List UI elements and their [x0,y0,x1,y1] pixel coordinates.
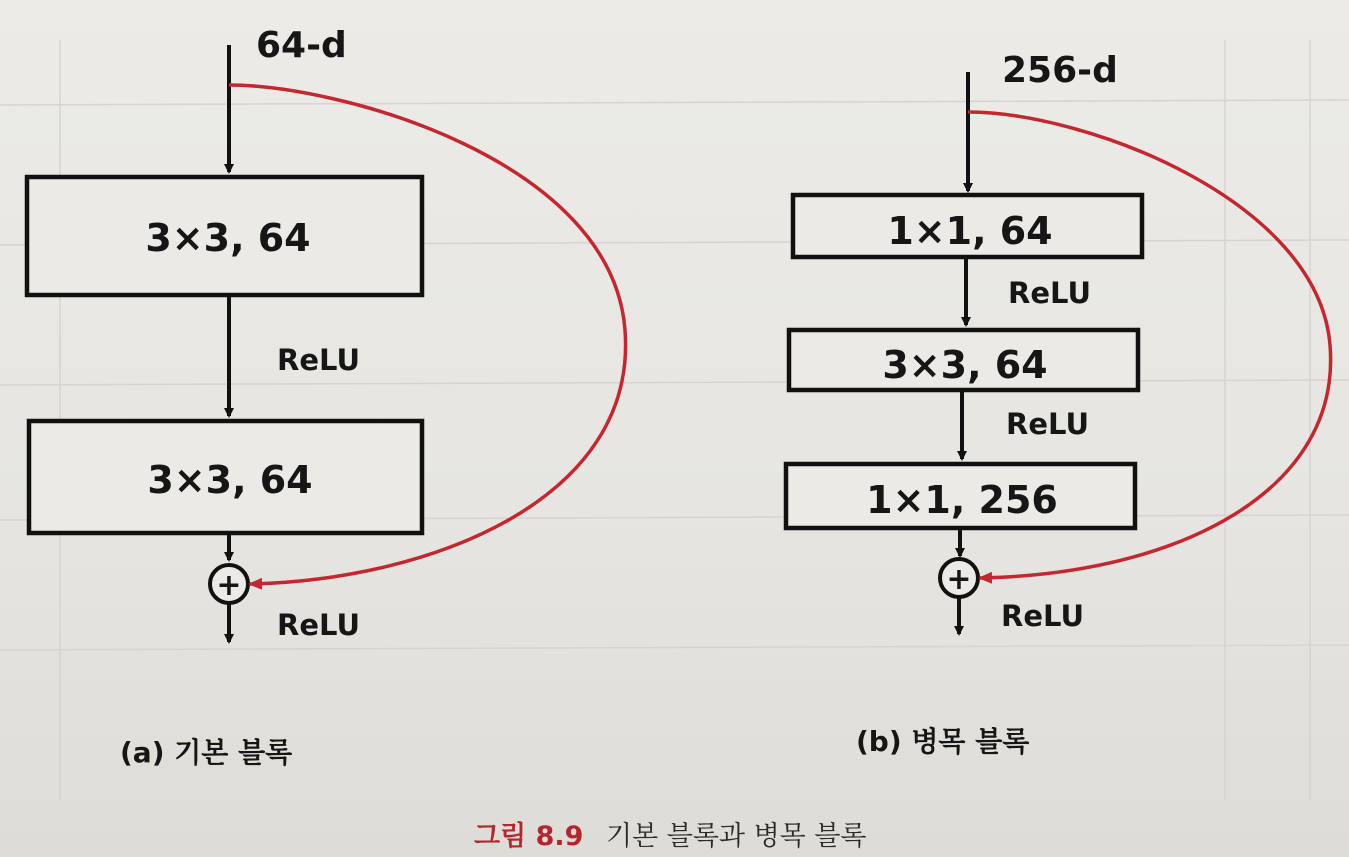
bottleneck-block-subtitle: (b) 병목 블록 [856,725,1030,758]
figure-caption-text: 기본 블록과 병목 블록 [606,821,867,852]
bottleneck-layer-1-label: 1×1, 64 [887,209,1053,253]
bottleneck-relu-1-label: ReLU [1008,276,1091,310]
basic-add-node [210,565,248,603]
basic-layer-2-label: 3×3, 64 [147,458,313,502]
bottleneck-input-dim-label: 256-d [1002,50,1118,91]
figure-caption [474,820,867,852]
bottleneck-add-node [940,559,978,597]
bottleneck-relu-out-label: ReLU [1001,599,1084,633]
basic-relu-out-label: ReLU [277,608,360,642]
figure-caption-number: 그림 8.9 [474,821,584,852]
bottleneck-layer-3-label: 1×1, 256 [866,478,1058,522]
plus-icon: + [216,568,242,603]
bottleneck-block [786,50,1331,758]
basic-block-subtitle: (a) 기본 블록 [120,736,293,769]
basic-input-dim-label: 64-d [256,25,347,66]
basic-layer-1-label: 3×3, 64 [145,216,311,260]
basic-block [27,25,626,769]
plus-icon: + [946,562,972,597]
bottleneck-layer-2-label: 3×3, 64 [882,343,1048,387]
bottleneck-relu-2-label: ReLU [1006,407,1089,441]
basic-relu-mid-label: ReLU [277,343,360,377]
